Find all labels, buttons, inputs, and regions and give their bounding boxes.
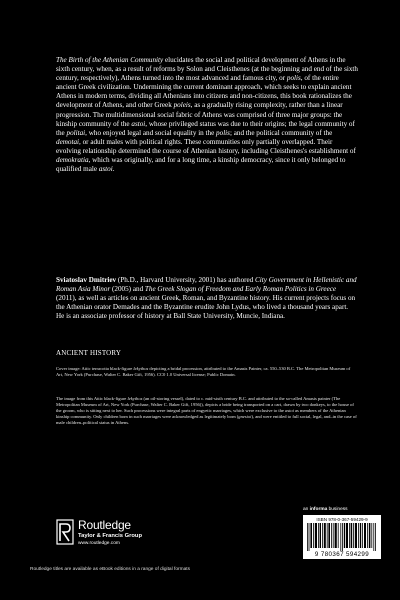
informa-brand: informa [309, 507, 328, 512]
publisher-logo [56, 516, 156, 548]
text-run: Cover image: Attic terracotta black-figure [56, 366, 134, 371]
publisher-group: Taylor & Francis Group [78, 533, 142, 539]
italic-term: poleis [173, 101, 191, 110]
isbn-barcode [303, 515, 381, 559]
informa-tagline [303, 507, 348, 512]
text-run: . [112, 165, 115, 174]
italic-term: astoi [131, 119, 146, 128]
italic-term: lekythos [133, 366, 149, 371]
italic-term: polis [286, 74, 301, 83]
text-run: business [327, 507, 348, 512]
text-run: elucidates the social and political development of Athens in the sixth century, when, as a result of reforms by Solon and Cleisthenes (at the beginning and end of the sixth century, respectively), Athens turned into the most advanced and famous city, or [56, 56, 358, 83]
author-bio [56, 276, 358, 321]
author-name: Sviatoslav Dmitriev [56, 276, 117, 284]
text-run: ; and the political community of the [229, 128, 333, 137]
text-run: (Ph.D., Harvard University, 2001) has authored [116, 276, 256, 284]
text-run: , of the entire ancient Greek civilization. Undermining the current dominant approach, which seeks to explain ancient Athens in modern terms, dividing all Athenians into citizens and non-citizens, this book rationalizes the development of Athens, and other Greek [56, 74, 352, 110]
description-paragraph [56, 56, 358, 174]
barcode-bars [307, 523, 377, 551]
text-run: The image from this Attic black-figure [56, 396, 128, 401]
italic-term: politai [66, 128, 86, 137]
book-reference: City Government in Hellenistic and Roman Asia Minor [56, 276, 357, 294]
book-description [56, 56, 358, 174]
text-run: depicting a bridal procession, attributed to the Amasis Painter, ca. 550–530 B.C. The Metropolitan Museum of Art, New York (Purchase, Walter C. Baker Gift, 1956). CC0 1.0 Universal license; Public Domain. [56, 366, 351, 378]
text-run: as members of the Athenian kinship community. Only children born in such marriages were acknowledged as legitimately born ( [56, 408, 346, 420]
book-title: The Birth of the Athenian Community [56, 56, 164, 64]
text-run: , as a gradually rising complexity, rather than a linear progression. The multidimensional social fabric of Athens was comprised of three major groups: the kinship community of the [56, 101, 343, 128]
text-run: an [303, 507, 310, 512]
italic-term: lekythos [127, 396, 143, 401]
isbn-label: ISBN 978-0-367-59429-9 [316, 516, 368, 522]
ebook-note: Routledge titles are available as eBook editions in a range of digital formats [30, 567, 190, 572]
text-run: , which was originally, and for a long time, a kinship democracy, since it only belonged to qualified male [56, 156, 346, 174]
italic-term: gnesioi [238, 414, 252, 420]
text-run: , whose privileged status was due to their origins; the legal community of the [56, 119, 355, 137]
italic-term: demokratia [56, 156, 89, 165]
cover-image-credit [56, 366, 358, 378]
text-run: ), and were entitled to full social, legal, and–in the case of male children–political status in Athens. [56, 414, 357, 426]
text-run: (2005) and [110, 285, 145, 294]
text-run: (an oil-storing vessel), dated to c. mid-sixth century B.C. and attributed to the so-called Amasis painter (The Metropolitan Museum of Art, New York (Purchase, Walter C. Baker Gift, 1956)), depicts a bride being transported on a cart, drawn by two donkeys, to the house of the groom, who is sitting next to her. Such processions were integral parts of engyetic marriages, which were exclusive to the [56, 396, 354, 414]
italic-term: astoi [285, 408, 294, 414]
cover-image-description [56, 396, 358, 426]
italic-term: astoi [98, 165, 113, 174]
barcode-number: 9 780367 594299 [314, 551, 370, 558]
publisher-name: Routledge [78, 518, 131, 532]
routledge-emblem-icon [56, 519, 74, 545]
publisher-url: www.routledge.com [78, 540, 120, 546]
subject-category: ANCIENT HISTORY [56, 349, 122, 357]
italic-term: demotai [56, 137, 80, 146]
italic-term: polis [216, 128, 230, 137]
book-reference: The Greek Slogan of Freedom and Early Roman Politics in Greece [144, 285, 337, 294]
text-run: , who enjoyed legal and social equality in the [85, 128, 217, 137]
text-run: (2011), as well as articles on ancient Greek, Roman, and Byzantine history. His current projects focus on the Athenian orator Demades and the Byzantine erudite John Lydus, who lived a thousand years apart. He is an associate professor of history at Ball State University, Muncie, Indiana. [56, 294, 356, 321]
text-run: , or adult males with political rights. These communities only partially overlapped. Their evolving relationship determined the course of Athenian history, including Cleisthenes's establishment of [56, 137, 356, 155]
